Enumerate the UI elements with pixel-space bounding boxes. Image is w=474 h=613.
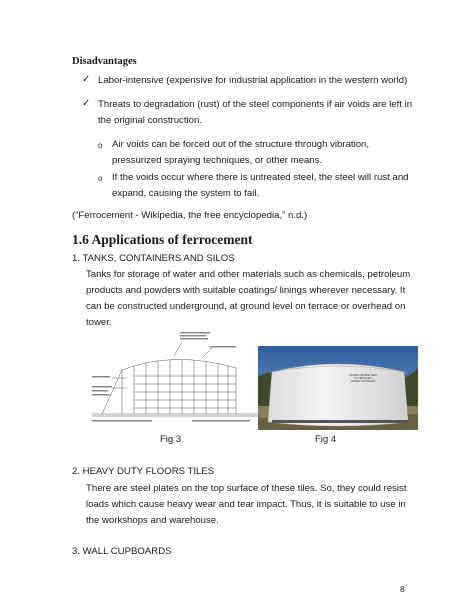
fig3-caption: Fig 3	[160, 434, 182, 445]
fig4-tank-photo	[258, 346, 418, 430]
disadvantage-item: Threats to degradation (rust) of the steel components if air voids are left in	[98, 99, 413, 110]
list-item-line: Tanks for storage of water and other materials such as chemicals, petroleum	[86, 269, 411, 280]
list-item-line: tower.	[86, 317, 112, 328]
bullet-o-icon: o	[98, 141, 103, 150]
list-item-title: 2. HEAVY DUTY FLOORS TILES	[72, 466, 215, 477]
disadvantage-item: Labor-intensive (expensive for industrial application in the western world)	[98, 75, 408, 86]
list-item-title: 1. TANKS, CONTAINERS AND SILOS	[72, 253, 235, 264]
disadvantage-item-cont: the original construction.	[98, 115, 202, 126]
fig4-tank-text: GRADE CONCRETE	[350, 380, 376, 384]
disadvantages-heading: Disadvantages	[72, 56, 137, 67]
disadvantage-subitem: Air voids can be forced out of the structure through vibration,	[112, 139, 370, 150]
citation: (“Ferrocement - Wikipedia, the free encyclopedia,” n.d.)	[72, 210, 308, 221]
list-item-line: loads which cause heavy wear and tear impact. Thus, it is suitable to use in	[86, 499, 406, 510]
list-item-line: products and powders with suitable coatings/ linings wherever necessary. It	[86, 285, 406, 296]
page-number: 8	[400, 584, 405, 594]
list-item-line: There are steel plates on the top surface of these tiles. So, they could resist	[86, 483, 407, 494]
list-item-line: the workshops and warehouse.	[86, 515, 219, 526]
bullet-o-icon: o	[98, 174, 103, 183]
list-item-title: 3. WALL CUPBOARDS	[72, 546, 172, 557]
fig4-caption: Fig 4	[315, 434, 337, 445]
list-item-line: can be constructed underground, at ground level on terrace or overhead on	[86, 301, 406, 312]
section-heading: 1.6 Applications of ferrocement	[72, 232, 253, 247]
disadvantage-subitem-cont: expand, causing the system to fail.	[112, 188, 260, 199]
fig4-tank-text: STORM CENTRE TANK	[348, 374, 378, 377]
check-mark-icon: ✓	[82, 74, 91, 85]
fig4-tank-text: IN CERTIFIED	[354, 377, 372, 381]
disadvantage-subitem: If the voids occur where there is untreated steel, the steel will rust and	[112, 172, 409, 183]
disadvantage-subitem-cont: pressurized spraying techniques, or other means.	[112, 155, 323, 166]
check-mark-icon: ✓	[82, 98, 91, 109]
fig3-tank-drawing	[82, 328, 266, 424]
